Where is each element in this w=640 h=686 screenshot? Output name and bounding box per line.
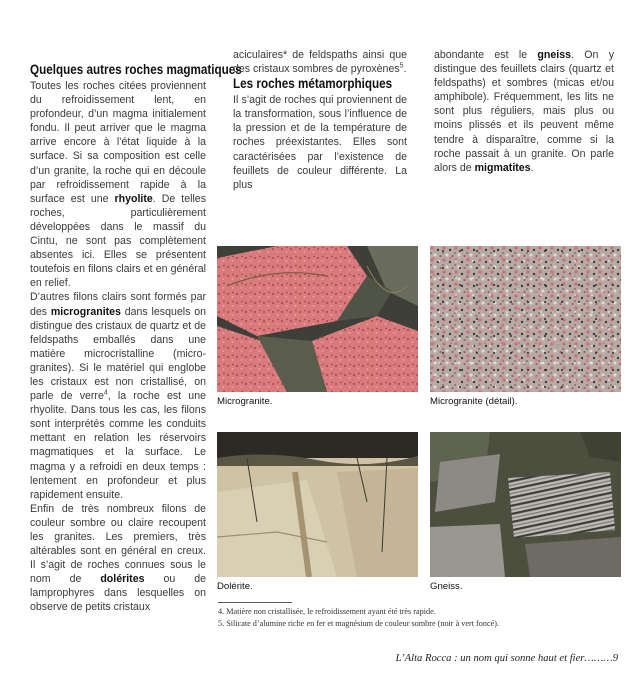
keyword-microgranites: microgranites [50, 305, 121, 318]
photo-microgranite-detail [430, 246, 621, 392]
paragraph-microgranites: D’autres filons clairs sont formés par des microgranites dans lesquels on distingue des cristaux de quartz et de feldspaths emballés dans une matière microcristalline (micro-granites). Si le matériel qui englobe les cristaux est non cristallisé, on parle de verre$^4$, la roche est une rhyolite. Dans tous les cas, les filons sont interprétés comme les conduits mettant en relation les réservoirs magmatiques et la surface. Le magma y a refroidi en deux temps : lentement en profondeur et plus rapidement ensuite. [30, 291, 206, 501]
paragraph-gneiss: abondante est le gneiss. On y distingue des feuillets clairs (quartz et feldspaths) et sombres (micas et/ou amphibole). Fréquemment, les lits ne sont plus réguliers, mais plus ou moins plissés et ils peuvent même tendre à disparaître, comme si la roche passait à un granite. On parle alors de migmatites. [434, 49, 614, 174]
paragraph-rhyolite: Toutes les roches citées proviennent du refroidissement lent, en profondeur, d’un magma initialement fondu. Il peut arriver que le magma arrive encore à l’état liquide à la surface. Si sa composition est celle d’un granite, la roche qui en découle par refroidissement rapide à la surface est une rhyolite. De telles roches, particulièrement développées dans le massif du Cintu, ne sont pas complètement absentes ici. Elles se présentent toutefois en filons clairs et en général en relief. [30, 80, 206, 290]
paragraph-dolerites: Enfin de très nombreux filons de couleur sombre ou claire recoupent les granites. Les premiers, très altérables sont en général en creux. Il s’agit de roches connues sous le nom de dolérites ou de lamprophyres dans lesquelles on observe de petits cristaux [30, 502, 206, 614]
keyword-rhyolite: rhyolite [114, 192, 153, 205]
keyword-migmatites: migmatites [474, 161, 531, 174]
paragraph-continued: aciculaires* de feldspaths ainsi que des cristaux sombres de pyroxènes$^5$. [233, 49, 407, 76]
footnote-4: 4. Matière non cristallisée, le refroidissement ayant été très rapide. [218, 607, 436, 616]
footnote-ref-4[interactable]: 4 [103, 389, 108, 397]
paragraph-metamorphic: Il s’agit de roches qui proviennent de la transformation, sous l’influence de la pression et de la température de roches préexistantes. Elles sont caractérisées par l’existence de feuillets de couleur différente. La plus [233, 94, 407, 191]
photo-gneiss [430, 432, 621, 577]
caption-microgranite-detail: Microgranite (détail). [430, 396, 518, 407]
section-heading-metamorphic: Les roches métamorphiques [233, 76, 393, 92]
page-footer: L’Alta Rocca : un nom qui sonne haut et fier………9 [395, 653, 618, 664]
column-3 [434, 48, 614, 175]
footnotes [218, 606, 499, 629]
section-heading-magmatic: Quelques autres roches magmatiques [30, 62, 242, 77]
caption-microgranite: Microgranite. [217, 396, 273, 407]
caption-gneiss: Gneiss. [430, 581, 463, 592]
column-1 [30, 62, 242, 615]
caption-dolerite: Dolérite. [217, 581, 253, 592]
keyword-gneiss: gneiss [537, 49, 571, 61]
footnote-5: 5. Silicate d’alumine riche en fer et magnésium de couleur sombre (noir à vert foncé). [218, 618, 499, 628]
column-2 [233, 48, 407, 192]
keyword-dolerites: dolérites [100, 573, 145, 586]
photo-microgranite [217, 246, 418, 392]
footnote-divider [218, 602, 292, 603]
photo-dolerite [217, 432, 418, 577]
footnote-ref-5[interactable]: 5 [399, 62, 404, 70]
